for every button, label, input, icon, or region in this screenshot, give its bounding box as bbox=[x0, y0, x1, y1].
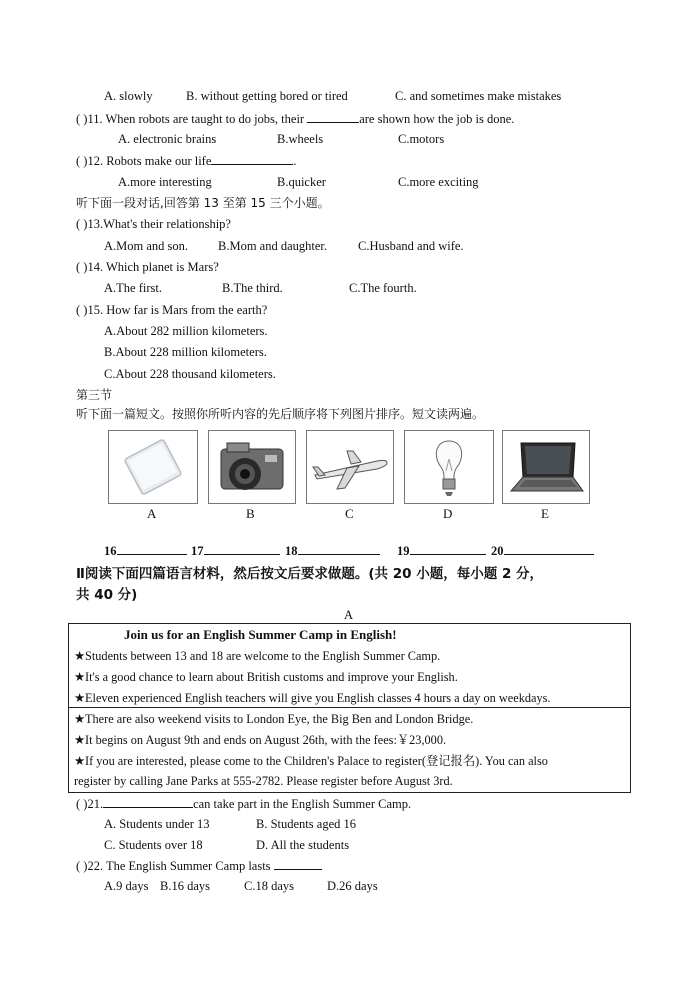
q11-option-c: C.motors bbox=[398, 132, 445, 146]
camp-item: ★Students between 13 and 18 are welcome to the English Summer Camp. bbox=[74, 649, 441, 663]
q14-option-a: A.The first. bbox=[104, 281, 162, 295]
q13-option-c: C.Husband and wife. bbox=[358, 239, 464, 253]
camp-item: ★If you are interested, please come to the Children's Palace to register(登记报名). You can also bbox=[74, 754, 548, 768]
picture-label-e: E bbox=[541, 506, 549, 521]
q22-blank[interactable] bbox=[274, 857, 322, 870]
q21-option-a: A. Students under 13 bbox=[104, 817, 210, 831]
q22-option-a: A.9 days bbox=[104, 879, 149, 893]
laptop-image bbox=[502, 430, 590, 504]
picture-label-a: A bbox=[147, 506, 157, 521]
q22-option-c: C.18 days bbox=[244, 879, 294, 893]
q12-option-b: B.quicker bbox=[277, 175, 326, 189]
part2-title-line1: Ⅱ阅读下面四篇语言材料，然后按文后要求做题。(共 20 小题，每小题 2 分， bbox=[76, 566, 544, 582]
camp-item: register by calling Jane Parks at 555-2782. Please register before August 3rd. bbox=[74, 774, 453, 788]
q15-option-c: C.About 228 thousand kilometers. bbox=[104, 367, 276, 381]
q11-option-a: A. electronic brains bbox=[118, 132, 217, 146]
q10-option-a: A. slowly bbox=[104, 89, 153, 103]
camp-title: Join us for an English Summer Camp in English! bbox=[124, 627, 397, 642]
q12-option-a: A.more interesting bbox=[118, 175, 212, 189]
q13-option-a: A.Mom and son. bbox=[104, 239, 189, 253]
q10-option-b: B. without getting bored or tired bbox=[186, 89, 348, 103]
camp-notice-divider bbox=[68, 707, 631, 708]
q15-option-a: A.About 282 million kilometers. bbox=[104, 324, 268, 338]
q21-stem: ( )21. can take part in the English Summer Camp. bbox=[76, 797, 412, 811]
q11-paren: ( ) bbox=[76, 112, 88, 126]
q12-paren: ( ) bbox=[76, 154, 88, 168]
q22-option-d: D.26 days bbox=[327, 879, 378, 893]
light-bulb-image bbox=[404, 430, 494, 504]
passage-label-a: A bbox=[344, 608, 354, 622]
q14-option-b: B.The third. bbox=[222, 281, 283, 295]
q13-option-b: B.Mom and daughter. bbox=[218, 239, 328, 253]
camp-item: ★It's a good chance to learn about British customs and improve your English. bbox=[74, 670, 458, 684]
q12-blank[interactable] bbox=[211, 152, 293, 165]
q15-option-b: B.About 228 million kilometers. bbox=[104, 345, 267, 359]
picture-label-c: C bbox=[345, 506, 354, 521]
q13-stem: ( )13.What's their relationship? bbox=[76, 217, 231, 231]
q21-blank[interactable] bbox=[103, 795, 193, 808]
q14-option-c: C.The fourth. bbox=[349, 281, 417, 295]
answer-blank-20[interactable]: 20 bbox=[491, 542, 594, 559]
q11-option-b: B.wheels bbox=[277, 132, 324, 146]
q22-stem: ( )22. The English Summer Camp lasts bbox=[76, 857, 322, 874]
camera-image bbox=[208, 430, 296, 504]
answer-blank-18[interactable]: 18 bbox=[285, 542, 380, 559]
airplane-image bbox=[306, 430, 394, 504]
picture-label-d: D bbox=[443, 506, 453, 521]
camp-item: ★There are also weekend visits to London Eye, the Big Ben and London Bridge. bbox=[74, 712, 474, 726]
picture-label-b: B bbox=[246, 506, 255, 521]
q11-stem: ( )11. When robots are taught to do jobs, their are shown how the job is done. bbox=[76, 112, 515, 126]
dialogue-instruction: 听下面一段对话,回答第 13 至第 15 三个小题。 bbox=[76, 196, 330, 210]
q12-option-c: C.more exciting bbox=[398, 175, 479, 189]
q21-option-d: D. All the students bbox=[256, 838, 350, 852]
camp-item: ★Eleven experienced English teachers will give you English classes 4 hours a day on weekdays. bbox=[74, 691, 551, 705]
answer-blank-19[interactable]: 19 bbox=[397, 542, 486, 559]
answer-blank-16[interactable]: 16 bbox=[104, 542, 187, 559]
q21-option-b: B. Students aged 16 bbox=[256, 817, 356, 831]
answer-blank-17[interactable]: 17 bbox=[191, 542, 280, 559]
part2-title-line2: 共 40 分) bbox=[76, 587, 138, 603]
q22-option-b: B.16 days bbox=[160, 879, 210, 893]
q11-blank[interactable] bbox=[307, 110, 359, 123]
q14-stem: ( )14. Which planet is Mars? bbox=[76, 260, 219, 274]
tablet-image bbox=[108, 430, 198, 504]
q10-option-c: C. and sometimes make mistakes bbox=[395, 89, 562, 103]
camp-item: ★It begins on August 9th and ends on August 26th, with the fees:￥23,000. bbox=[74, 733, 447, 747]
q12-stem: ( )12. Robots make our life . bbox=[76, 154, 297, 168]
section3-heading: 第三节 bbox=[76, 388, 113, 402]
q21-option-c: C. Students over 18 bbox=[104, 838, 203, 852]
q15-stem: ( )15. How far is Mars from the earth? bbox=[76, 303, 268, 317]
section3-instruction: 听下面一篇短文。按照你所听内容的先后顺序将下列图片排序。短文读两遍。 bbox=[76, 407, 485, 421]
